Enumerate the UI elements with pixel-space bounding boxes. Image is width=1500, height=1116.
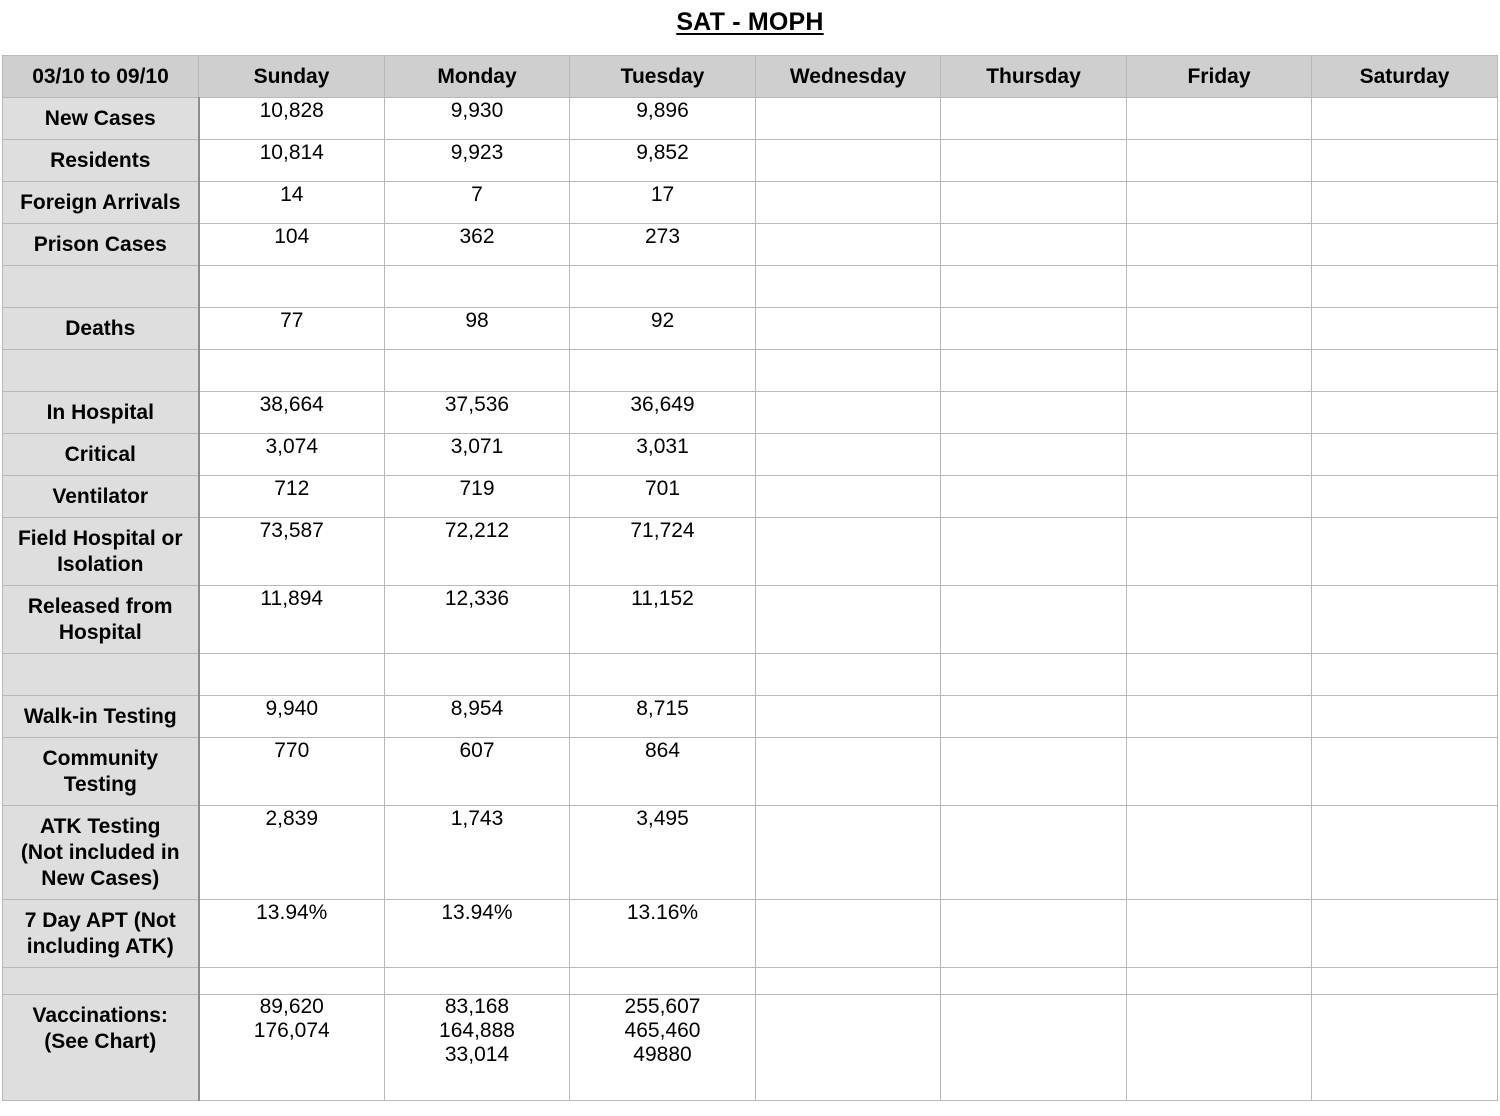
cell-released-monday[interactable]: 12,336: [385, 586, 570, 654]
cell-empty[interactable]: [1312, 308, 1498, 350]
row-seven-day-apt: [3, 900, 1498, 968]
row-in-hospital: [3, 392, 1498, 434]
row-label-empty[interactable]: [3, 968, 199, 995]
cell-new-cases-tuesday[interactable]: 9,896: [570, 98, 756, 140]
cell-empty[interactable]: [1312, 140, 1498, 182]
row-label-in-hospital[interactable]: In Hospital: [3, 392, 199, 434]
cell-empty[interactable]: [756, 308, 941, 350]
cell-empty[interactable]: [756, 140, 941, 182]
cell-empty[interactable]: [1312, 518, 1498, 586]
row-label-line: (Not included in: [20, 840, 180, 864]
cell-empty[interactable]: [756, 182, 941, 224]
cell-vaccinations-sunday[interactable]: [199, 995, 385, 1101]
cell-empty[interactable]: [1127, 350, 1312, 392]
row-label-line: Vaccinations:: [32, 1004, 168, 1027]
cell-empty[interactable]: [1312, 738, 1498, 806]
row-label-vaccinations[interactable]: [3, 995, 199, 1101]
cell-empty[interactable]: [756, 738, 941, 806]
row-label-field-hospital[interactable]: [3, 518, 199, 586]
cell-empty[interactable]: [1127, 434, 1312, 476]
row-label-released[interactable]: [3, 586, 199, 654]
row-label-seven-day-apt[interactable]: [3, 900, 199, 968]
row-label-critical[interactable]: Critical: [3, 434, 199, 476]
row-vaccinations: [3, 995, 1498, 1101]
cell-field-hospital-sunday[interactable]: 73,587: [199, 518, 385, 586]
cell-vaccinations-monday[interactable]: [385, 995, 570, 1101]
cell-walk-in-testing-sunday[interactable]: 9,940: [199, 696, 385, 738]
cell-empty[interactable]: [941, 308, 1127, 350]
cell-empty[interactable]: [941, 995, 1127, 1101]
row-label-line: Isolation: [57, 552, 144, 576]
row-label-line: Community: [42, 746, 158, 770]
cell-empty[interactable]: [941, 968, 1127, 995]
cell-empty[interactable]: [756, 434, 941, 476]
cell-empty[interactable]: [570, 654, 756, 696]
day-header-tuesday[interactable]: Tuesday: [570, 56, 756, 98]
cell-empty[interactable]: [756, 476, 941, 518]
cell-seven-day-apt-sunday[interactable]: 13.94%: [199, 900, 385, 968]
cell-residents-tuesday[interactable]: 9,852: [570, 140, 756, 182]
row-label-new-cases[interactable]: New Cases: [3, 98, 199, 140]
cell-empty[interactable]: [941, 806, 1127, 900]
row-walk-in-testing: [3, 696, 1498, 738]
cell-released-tuesday[interactable]: 11,152: [570, 586, 756, 654]
cell-empty[interactable]: [756, 995, 941, 1101]
cell-foreign-arrivals-tuesday[interactable]: 17: [570, 182, 756, 224]
cell-empty[interactable]: [1312, 586, 1498, 654]
cell-residents-monday[interactable]: 9,923: [385, 140, 570, 182]
cell-empty[interactable]: [1127, 476, 1312, 518]
day-header-monday[interactable]: Monday: [385, 56, 570, 98]
row-label-residents[interactable]: Residents: [3, 140, 199, 182]
day-header-saturday[interactable]: Saturday: [1312, 56, 1498, 98]
vaccination-value: 164,888: [439, 1019, 515, 1042]
cell-deaths-monday[interactable]: 98: [385, 308, 570, 350]
row-label-empty[interactable]: [3, 266, 199, 308]
cell-empty[interactable]: [756, 696, 941, 738]
cell-community-testing-sunday[interactable]: 770: [199, 738, 385, 806]
cell-empty[interactable]: [570, 968, 756, 995]
row-label-prison-cases[interactable]: Prison Cases: [3, 224, 199, 266]
cell-atk-testing-monday[interactable]: 1,743: [385, 806, 570, 900]
cell-empty[interactable]: [756, 98, 941, 140]
header-row: [3, 56, 1498, 98]
cell-field-hospital-monday[interactable]: 72,212: [385, 518, 570, 586]
cell-seven-day-apt-monday[interactable]: 13.94%: [385, 900, 570, 968]
cell-in-hospital-sunday[interactable]: 38,664: [199, 392, 385, 434]
cell-deaths-sunday[interactable]: 77: [199, 308, 385, 350]
vaccination-value: 176,074: [253, 1019, 330, 1042]
spacer-row: [3, 654, 1498, 696]
row-label-line: Hospital: [58, 620, 142, 644]
cell-empty[interactable]: [199, 266, 385, 308]
cell-prison-cases-monday[interactable]: 362: [385, 224, 570, 266]
cell-atk-testing-tuesday[interactable]: 3,495: [570, 806, 756, 900]
cell-ventilator-monday[interactable]: 719: [385, 476, 570, 518]
cell-empty[interactable]: [1127, 586, 1312, 654]
spacer-row: [3, 350, 1498, 392]
cell-empty[interactable]: [1127, 140, 1312, 182]
row-critical: [3, 434, 1498, 476]
cell-empty[interactable]: [1312, 995, 1498, 1101]
vaccination-value: 89,620: [259, 995, 324, 1018]
cell-empty[interactable]: [756, 392, 941, 434]
cell-empty[interactable]: [385, 654, 570, 696]
cell-new-cases-monday[interactable]: 9,930: [385, 98, 570, 140]
row-label-deaths[interactable]: Deaths: [3, 308, 199, 350]
row-label-line: ATK Testing: [39, 814, 161, 838]
row-released: [3, 586, 1498, 654]
cell-empty[interactable]: [1312, 182, 1498, 224]
row-new-cases: [3, 98, 1498, 140]
vaccination-value: 83,168: [444, 995, 510, 1018]
cell-empty[interactable]: [756, 968, 941, 995]
cell-empty[interactable]: [1312, 350, 1498, 392]
cell-in-hospital-tuesday[interactable]: 36,649: [570, 392, 756, 434]
cell-seven-day-apt-tuesday[interactable]: 13.16%: [570, 900, 756, 968]
cell-empty[interactable]: [756, 350, 941, 392]
cell-empty[interactable]: [941, 654, 1127, 696]
cell-empty[interactable]: [941, 392, 1127, 434]
cell-empty[interactable]: [1127, 806, 1312, 900]
cell-empty[interactable]: [941, 900, 1127, 968]
row-residents: [3, 140, 1498, 182]
cell-empty[interactable]: [941, 182, 1127, 224]
cell-empty[interactable]: [941, 266, 1127, 308]
cell-in-hospital-monday[interactable]: 37,536: [385, 392, 570, 434]
cell-empty[interactable]: [570, 266, 756, 308]
sheet-title: SAT - MOPH: [676, 8, 824, 36]
vaccination-value: 33,014: [444, 1043, 510, 1066]
cell-prison-cases-tuesday[interactable]: 273: [570, 224, 756, 266]
cell-empty[interactable]: [941, 476, 1127, 518]
cell-community-testing-tuesday[interactable]: 864: [570, 738, 756, 806]
cell-empty[interactable]: [1127, 392, 1312, 434]
cell-empty[interactable]: [941, 434, 1127, 476]
cell-empty[interactable]: [1312, 968, 1498, 995]
row-community-testing: [3, 738, 1498, 806]
row-label-line: Released from: [27, 594, 173, 618]
row-foreign-arrivals: [3, 182, 1498, 224]
cell-empty[interactable]: [199, 968, 385, 995]
cell-atk-testing-sunday[interactable]: 2,839: [199, 806, 385, 900]
cell-empty[interactable]: [1312, 98, 1498, 140]
row-label-line: 7 Day APT (Not: [24, 908, 176, 932]
day-header-sunday[interactable]: Sunday: [199, 56, 385, 98]
cell-vaccinations-tuesday[interactable]: [570, 995, 756, 1101]
row-label-line: New Cases): [41, 866, 160, 890]
cell-residents-sunday[interactable]: 10,814: [199, 140, 385, 182]
row-deaths: [3, 308, 1498, 350]
spacer-row: [3, 266, 1498, 308]
day-header-friday[interactable]: Friday: [1127, 56, 1312, 98]
cell-empty[interactable]: [941, 140, 1127, 182]
vaccination-value: 255,607: [624, 995, 701, 1018]
cell-empty[interactable]: [1127, 518, 1312, 586]
cell-community-testing-monday[interactable]: 607: [385, 738, 570, 806]
cell-ventilator-tuesday[interactable]: 701: [570, 476, 756, 518]
cell-empty[interactable]: [941, 224, 1127, 266]
cell-empty[interactable]: [1127, 738, 1312, 806]
cell-empty[interactable]: [756, 518, 941, 586]
cell-empty[interactable]: [1127, 182, 1312, 224]
cell-critical-sunday[interactable]: 3,074: [199, 434, 385, 476]
cell-new-cases-sunday[interactable]: 10,828: [199, 98, 385, 140]
cell-empty[interactable]: [1127, 224, 1312, 266]
cell-foreign-arrivals-monday[interactable]: 7: [385, 182, 570, 224]
cell-empty[interactable]: [199, 350, 385, 392]
cell-empty[interactable]: [1127, 995, 1312, 1101]
moph-weekly-table: [2, 55, 1498, 1101]
cell-empty[interactable]: [199, 654, 385, 696]
cell-empty[interactable]: [1127, 266, 1312, 308]
cell-empty[interactable]: [756, 586, 941, 654]
cell-ventilator-sunday[interactable]: 712: [199, 476, 385, 518]
row-label-walk-in-testing[interactable]: Walk-in Testing: [3, 696, 199, 738]
cell-empty[interactable]: [1127, 900, 1312, 968]
cell-empty[interactable]: [1127, 654, 1312, 696]
cell-empty[interactable]: [941, 738, 1127, 806]
date-range-header[interactable]: 03/10 to 09/10: [3, 56, 199, 98]
cell-empty[interactable]: [1127, 696, 1312, 738]
cell-deaths-tuesday[interactable]: 92: [570, 308, 756, 350]
vaccination-value: 49880: [633, 1043, 692, 1066]
cell-released-sunday[interactable]: 11,894: [199, 586, 385, 654]
row-label-line: Testing: [63, 772, 137, 796]
cell-empty[interactable]: [756, 806, 941, 900]
cell-critical-monday[interactable]: 3,071: [385, 434, 570, 476]
row-field-hospital: [3, 518, 1498, 586]
cell-foreign-arrivals-sunday[interactable]: 14: [199, 182, 385, 224]
cell-empty[interactable]: [1312, 476, 1498, 518]
row-label-line: Field Hospital or: [17, 526, 183, 550]
cell-empty[interactable]: [385, 350, 570, 392]
cell-prison-cases-sunday[interactable]: 104: [199, 224, 385, 266]
cell-field-hospital-tuesday[interactable]: 71,724: [570, 518, 756, 586]
cell-empty[interactable]: [756, 654, 941, 696]
row-label-empty[interactable]: [3, 350, 199, 392]
cell-empty[interactable]: [941, 350, 1127, 392]
cell-empty[interactable]: [1312, 392, 1498, 434]
cell-empty[interactable]: [941, 586, 1127, 654]
cell-walk-in-testing-tuesday[interactable]: 8,715: [570, 696, 756, 738]
cell-empty[interactable]: [385, 266, 570, 308]
row-label-ventilator[interactable]: Ventilator: [3, 476, 199, 518]
cell-empty[interactable]: [1312, 266, 1498, 308]
row-prison-cases: [3, 224, 1498, 266]
cell-empty[interactable]: [941, 518, 1127, 586]
cell-empty[interactable]: [941, 98, 1127, 140]
cell-empty[interactable]: [1312, 654, 1498, 696]
day-header-wednesday[interactable]: Wednesday: [756, 56, 941, 98]
cell-empty[interactable]: [1127, 98, 1312, 140]
cell-empty[interactable]: [1127, 308, 1312, 350]
row-label-line: including ATK): [26, 934, 174, 958]
cell-empty[interactable]: [941, 696, 1127, 738]
cell-empty[interactable]: [756, 224, 941, 266]
row-ventilator: [3, 476, 1498, 518]
day-header-thursday[interactable]: Thursday: [941, 56, 1127, 98]
cell-empty[interactable]: [1312, 806, 1498, 900]
cell-empty[interactable]: [385, 968, 570, 995]
cell-critical-tuesday[interactable]: 3,031: [570, 434, 756, 476]
spacer-row: [3, 968, 1498, 995]
cell-empty[interactable]: [1312, 900, 1498, 968]
cell-empty[interactable]: [1127, 968, 1312, 995]
cell-empty[interactable]: [756, 266, 941, 308]
vaccination-value: 465,460: [624, 1019, 701, 1042]
cell-walk-in-testing-monday[interactable]: 8,954: [385, 696, 570, 738]
row-label-line: (See Chart): [44, 1030, 157, 1053]
cell-empty[interactable]: [1312, 434, 1498, 476]
row-atk-testing: [3, 806, 1498, 900]
cell-empty[interactable]: [570, 350, 756, 392]
row-label-empty[interactable]: [3, 654, 199, 696]
row-label-foreign-arrivals[interactable]: Foreign Arrivals: [3, 182, 199, 224]
row-label-atk-testing[interactable]: [3, 806, 199, 900]
row-label-community-testing[interactable]: [3, 738, 199, 806]
cell-empty[interactable]: [1312, 224, 1498, 266]
cell-empty[interactable]: [756, 900, 941, 968]
cell-empty[interactable]: [1312, 696, 1498, 738]
